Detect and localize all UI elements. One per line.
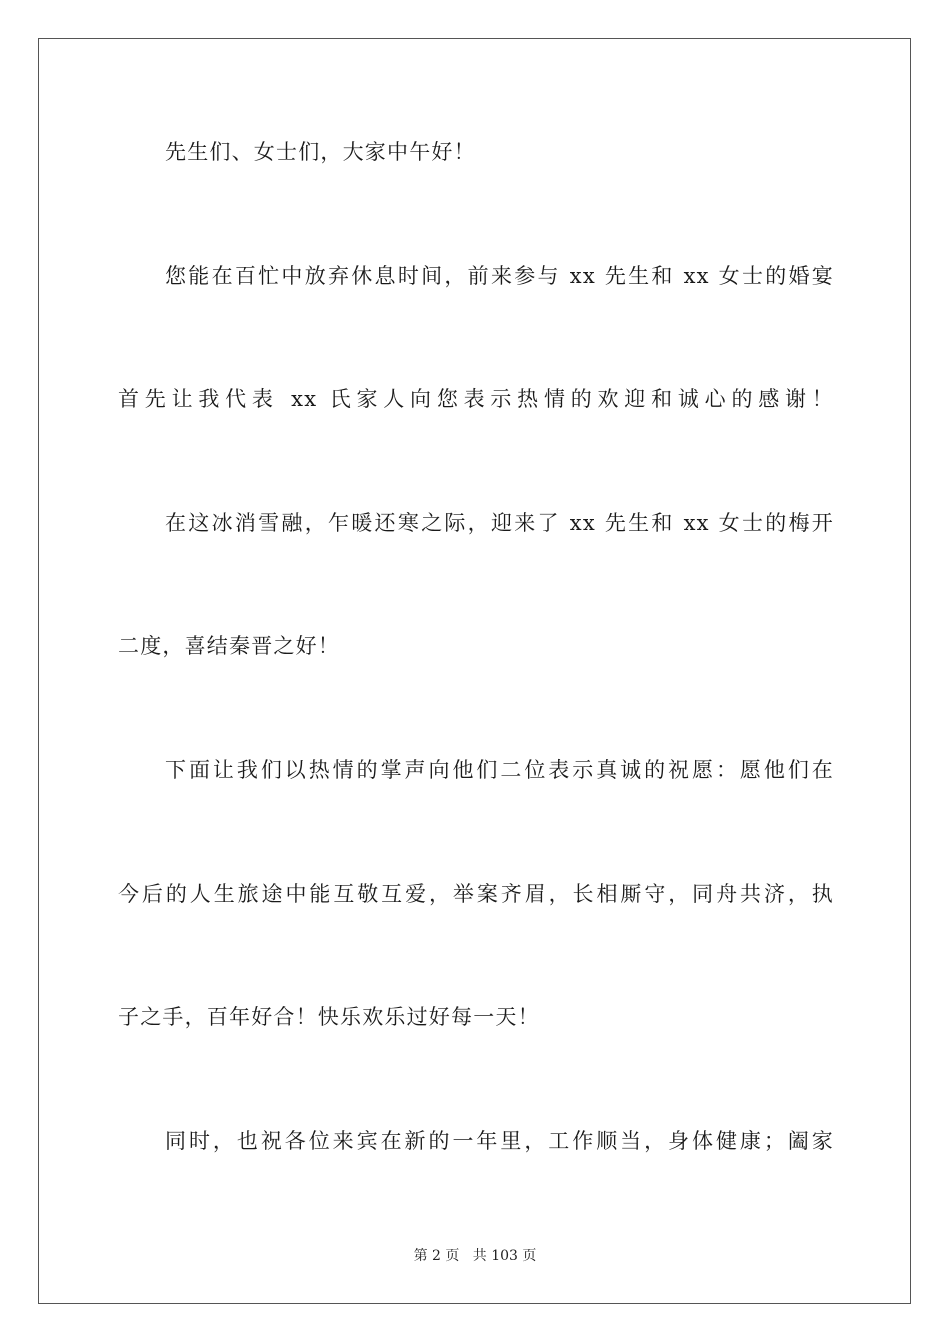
page-frame [38,38,911,1304]
paragraph-line-3: 首先让我代表 xx 氏家人向您表示热情的欢迎和诚心的感谢！ [118,387,834,411]
paragraph-line-5: 二度，喜结秦晋之好！ [118,634,340,658]
paragraph-line-8: 子之手，百年好合！快乐欢乐过好每一天！ [118,1005,540,1029]
paragraph-line-1: 先生们、女士们，大家中午好！ [165,140,476,164]
paragraph-line-2: 您能在百忙中放弃休息时间，前来参与 xx 先生和 xx 女士的婚宴 [165,264,834,288]
paragraph-line-4: 在这冰消雪融，乍暖还寒之际，迎来了 xx 先生和 xx 女士的梅开 [165,511,834,535]
page-footer [0,1246,950,1266]
page-total: 共 103 页 [472,1248,537,1264]
paragraph-line-6: 下面让我们以热情的掌声向他们二位表示真诚的祝愿：愿他们在 [165,758,834,782]
page-number: 第 2 页 [413,1248,460,1264]
paragraph-line-9: 同时，也祝各位来宾在新的一年里，工作顺当，身体健康；阖家 [165,1129,834,1153]
paragraph-line-7: 今后的人生旅途中能互敬互爱，举案齐眉，长相厮守，同舟共济，执 [118,882,834,906]
